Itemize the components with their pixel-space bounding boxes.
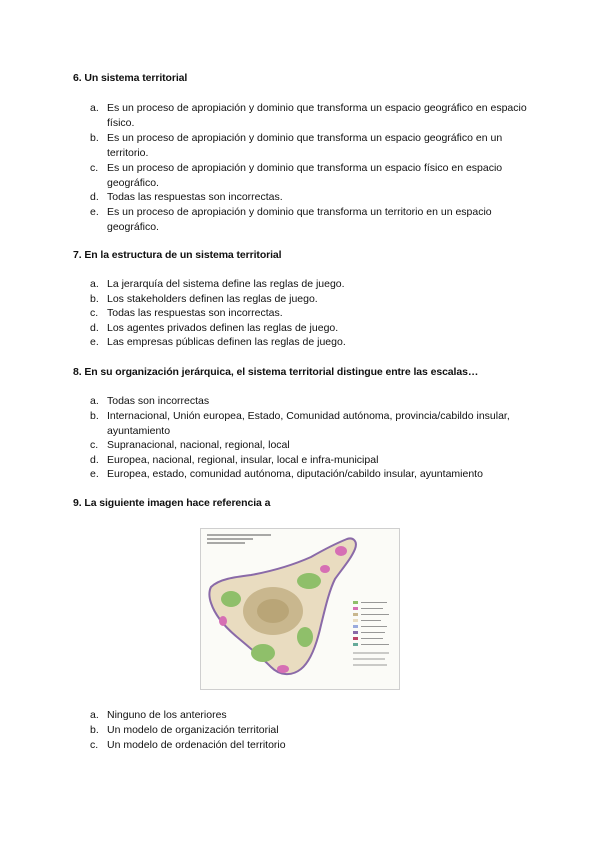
option-letter: c. xyxy=(90,439,99,451)
option-text: Un modelo de organización territorial xyxy=(107,724,279,736)
question-7-option-e xyxy=(90,335,530,350)
option-letter: b. xyxy=(90,293,99,305)
question-8-option-e xyxy=(90,467,530,482)
option-text: Es un proceso de apropiación y dominio que transforma un espacio geográfico en un territorio. xyxy=(107,132,503,159)
option-letter: a. xyxy=(90,278,99,290)
option-text: Todas las respuestas son incorrectas. xyxy=(107,191,283,203)
teide-zone xyxy=(257,599,289,623)
option-letter: c. xyxy=(90,162,99,174)
urban-zone-north xyxy=(320,565,330,573)
option-letter: c. xyxy=(90,739,99,751)
option-text: Los stakeholders definen las reglas de juego. xyxy=(107,293,318,305)
question-9-option-a xyxy=(90,708,530,723)
option-letter: e. xyxy=(90,206,99,218)
question-6-option-c xyxy=(90,161,530,191)
option-text: La jerarquía del sistema define las reglas de juego. xyxy=(107,278,345,290)
question-7-title: 7. En la estructura de un sistema territorial xyxy=(73,249,282,261)
question-8-option-d xyxy=(90,453,530,468)
question-8-title: 8. En su organización jerárquica, el sistema territorial distingue entre las escalas… xyxy=(73,366,479,378)
option-text: Europea, estado, comunidad autónoma, diputación/cabildo insular, ayuntamiento xyxy=(107,468,483,480)
green-zone-east xyxy=(297,627,313,647)
option-text: Todas las respuestas son incorrectas. xyxy=(107,307,283,319)
question-9-title: 9. La siguiente imagen hace referencia a xyxy=(73,497,271,509)
option-letter: b. xyxy=(90,410,99,422)
question-6-option-b xyxy=(90,131,530,161)
question-6-option-d xyxy=(90,190,530,205)
option-text: Internacional, Unión europea, Estado, Comunidad autónoma, provincia/cabildo insular, ayuntamiento xyxy=(107,410,510,437)
option-letter: c. xyxy=(90,307,99,319)
question-8-option-a xyxy=(90,394,530,409)
question-8-option-b xyxy=(90,409,530,439)
question-9-option-c xyxy=(90,738,530,753)
option-letter: a. xyxy=(90,709,99,721)
option-text: Todas son incorrectas xyxy=(107,395,210,407)
option-text: Un modelo de ordenación del territorio xyxy=(107,739,286,751)
question-7-option-b xyxy=(90,292,530,307)
question-7-option-a xyxy=(90,277,530,292)
green-zone-south xyxy=(251,644,275,662)
tenerife-map-figure xyxy=(201,529,399,689)
option-text: Supranacional, nacional, regional, local xyxy=(107,439,290,451)
option-text: Europea, nacional, regional, insular, local e infra-municipal xyxy=(107,454,379,466)
green-zone-west xyxy=(221,591,241,607)
option-letter: a. xyxy=(90,102,99,114)
urban-zone-south xyxy=(277,665,289,673)
question-6-option-a xyxy=(90,101,530,131)
option-text: Ninguno de los anteriores xyxy=(107,709,227,721)
question-8-option-c xyxy=(90,438,530,453)
territorial-map-image xyxy=(200,528,400,690)
question-6-title: 6. Un sistema territorial xyxy=(73,72,188,84)
option-letter: b. xyxy=(90,724,99,736)
question-9-option-b xyxy=(90,723,530,738)
option-text: Es un proceso de apropiación y dominio que transforma un territorio en un espacio geográfico. xyxy=(107,206,492,233)
option-text: Los agentes privados definen las reglas de juego. xyxy=(107,322,339,334)
green-zone-north xyxy=(297,573,321,589)
option-letter: e. xyxy=(90,468,99,480)
option-letter: d. xyxy=(90,454,99,466)
option-text: Es un proceso de apropiación y dominio que transforma un espacio geográfico en espacio físico. xyxy=(107,102,527,129)
question-6-option-e xyxy=(90,205,530,235)
option-text: Es un proceso de apropiación y dominio que transforma un espacio físico en espacio geográfico. xyxy=(107,162,503,189)
question-7-option-c xyxy=(90,306,530,321)
option-text: Las empresas públicas definen las reglas de juego. xyxy=(107,336,346,348)
option-letter: d. xyxy=(90,322,99,334)
option-letter: e. xyxy=(90,336,99,348)
urban-zone-west xyxy=(219,616,227,626)
question-7-option-d xyxy=(90,321,530,336)
urban-zone-northeast xyxy=(335,546,347,556)
option-letter: b. xyxy=(90,132,99,144)
option-letter: d. xyxy=(90,191,99,203)
option-letter: a. xyxy=(90,395,99,407)
